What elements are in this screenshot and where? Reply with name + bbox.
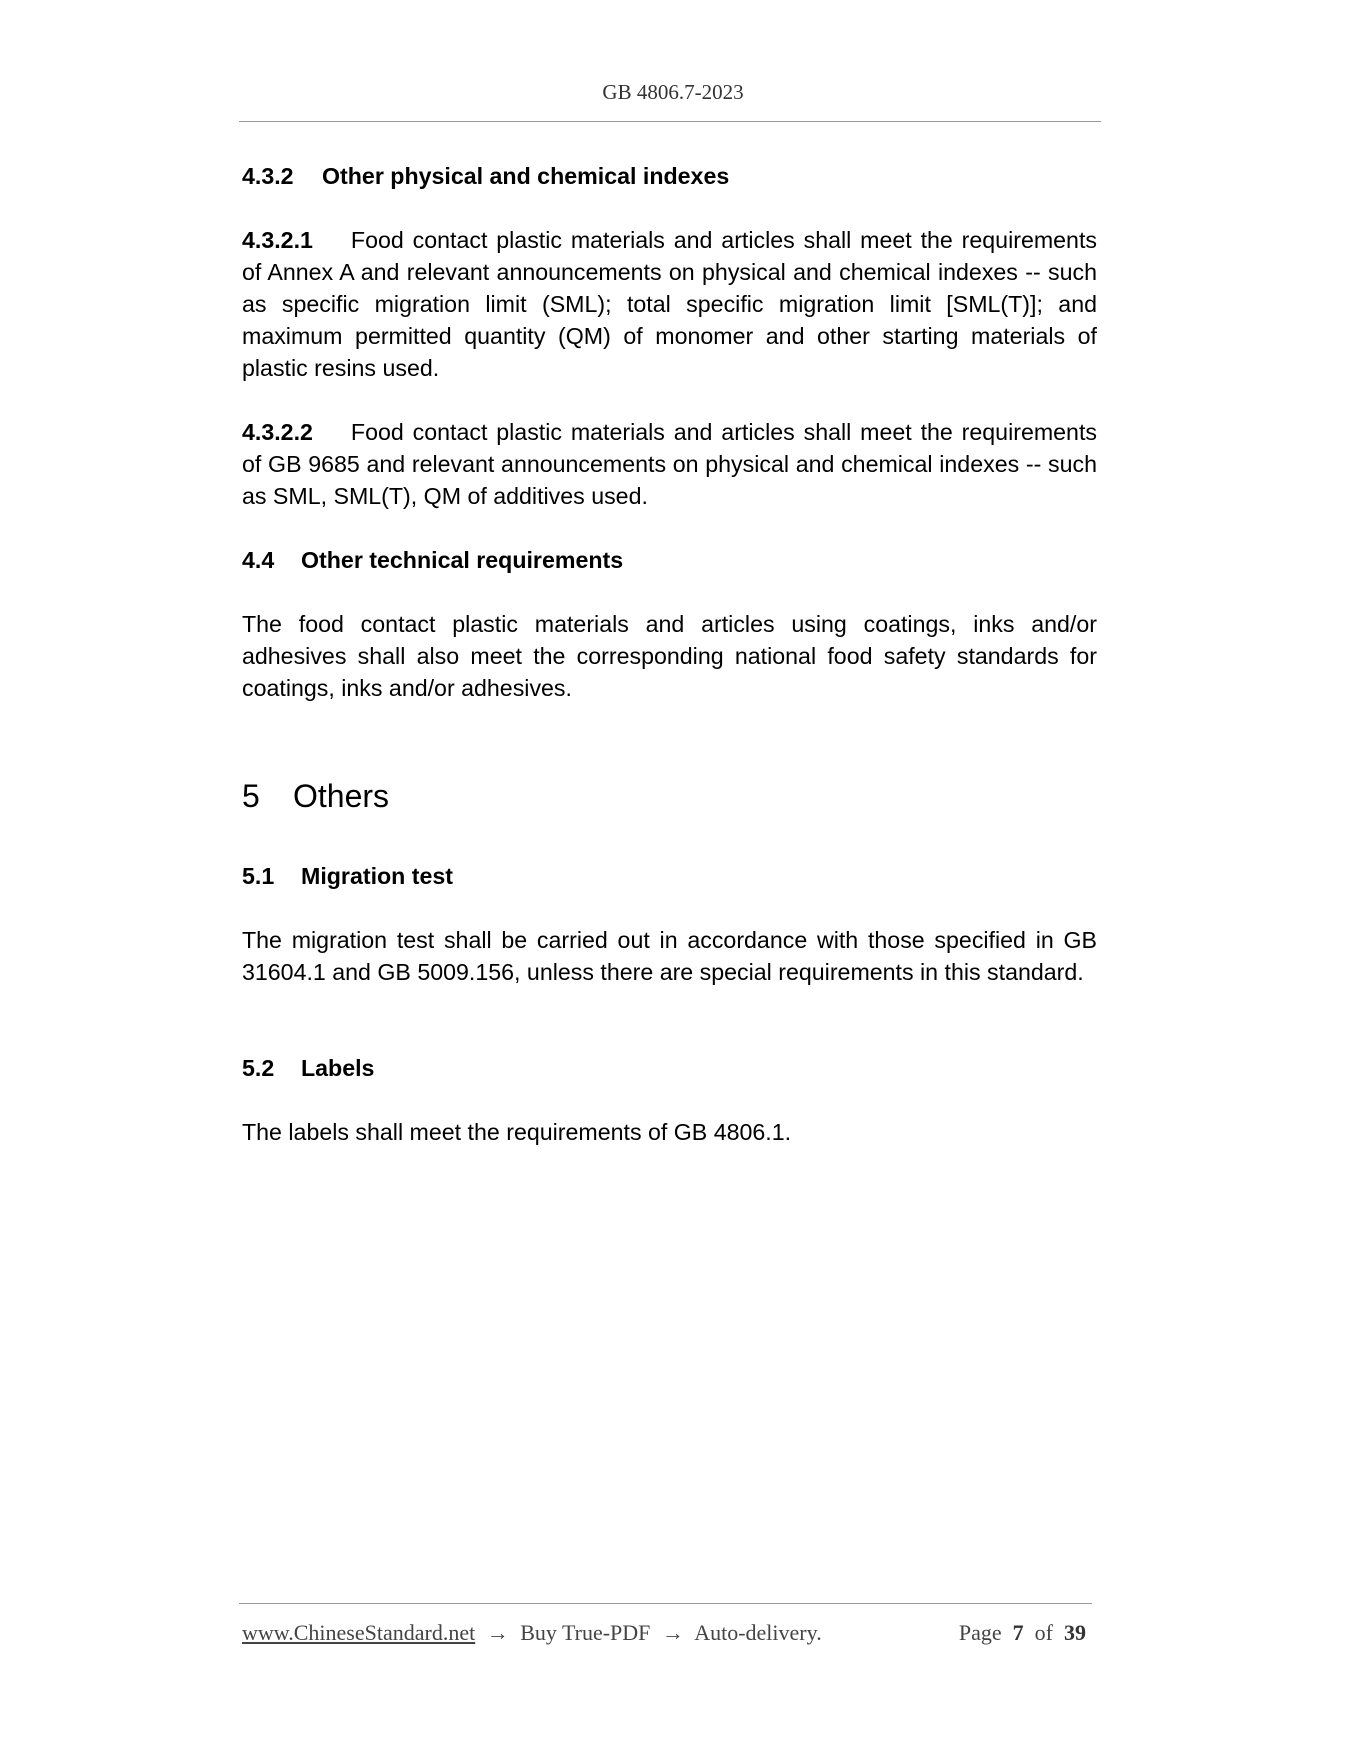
page-footer	[242, 1620, 1092, 1646]
arrow-right-icon: →	[486, 1620, 509, 1645]
site-link[interactable]: www.ChineseStandard.net	[242, 1620, 476, 1645]
heading-4-3-2	[242, 160, 1097, 192]
heading-4-4	[242, 544, 1097, 576]
paragraph-4-3-2-1	[242, 224, 1097, 384]
heading-5-1	[242, 860, 1097, 892]
paragraph-4-4	[242, 608, 1097, 704]
clause-number: 4.3.2.2	[242, 419, 313, 445]
heading-title: Migration test	[301, 863, 454, 889]
heading-number: 5.2	[242, 1055, 275, 1081]
of-label: of	[1034, 1620, 1053, 1645]
clause-text: Food contact plastic materials and articles shall meet the requirements of Annex A and relevant announcements on physical and chemical indexes -- such as specific migration limit (SML); total specific migration limit [SML(T)]; and maximum permitted quantity (QM) of monomer and other starting materials of plastic resins used.	[242, 227, 1097, 381]
header-divider	[239, 121, 1101, 122]
paragraph-text: The labels shall meet the requirements of GB 4806.1.	[242, 1119, 792, 1145]
page-label: Page	[958, 1620, 1002, 1645]
page-current: 7	[1012, 1620, 1024, 1645]
footer-divider	[239, 1603, 1092, 1604]
paragraph-5-2	[242, 1116, 1097, 1148]
paragraph-4-3-2-2	[242, 416, 1097, 512]
heading-number: 4.3.2	[242, 163, 294, 189]
paragraph-text: The food contact plastic materials and articles using coatings, inks and/or adhesives shall also meet the corresponding national food safety standards for coatings, inks and/or adhesives.	[242, 611, 1097, 701]
heading-5-2	[242, 1052, 1097, 1084]
heading-number: 5.1	[242, 863, 275, 889]
document-header	[0, 80, 1346, 105]
buy-pdf-text: Buy True-PDF	[520, 1620, 651, 1645]
heading-title: Others	[293, 778, 390, 814]
heading-number: 4.4	[242, 547, 275, 573]
paragraph-text: The migration test shall be carried out in accordance with those specified in GB 31604.1 and GB 5009.156, unless there are special requirements in this standard.	[242, 927, 1097, 985]
clause-text: Food contact plastic materials and articles shall meet the requirements of GB 9685 and relevant announcements on physical and chemical indexes -- such as SML, SML(T), QM of additives used.	[242, 419, 1097, 509]
clause-number: 4.3.2.1	[242, 227, 313, 253]
heading-title: Other technical requirements	[301, 547, 624, 573]
heading-title: Labels	[301, 1055, 375, 1081]
heading-title: Other physical and chemical indexes	[322, 163, 730, 189]
arrow-right-icon: →	[661, 1620, 684, 1645]
page-total: 39	[1064, 1620, 1086, 1645]
auto-delivery-text: Auto-delivery.	[694, 1620, 822, 1645]
heading-number: 5	[242, 778, 260, 814]
page-indicator	[959, 1620, 1086, 1646]
paragraph-5-1	[242, 924, 1097, 988]
heading-5	[242, 776, 1097, 816]
document-id: GB 4806.7-2023	[602, 80, 744, 104]
